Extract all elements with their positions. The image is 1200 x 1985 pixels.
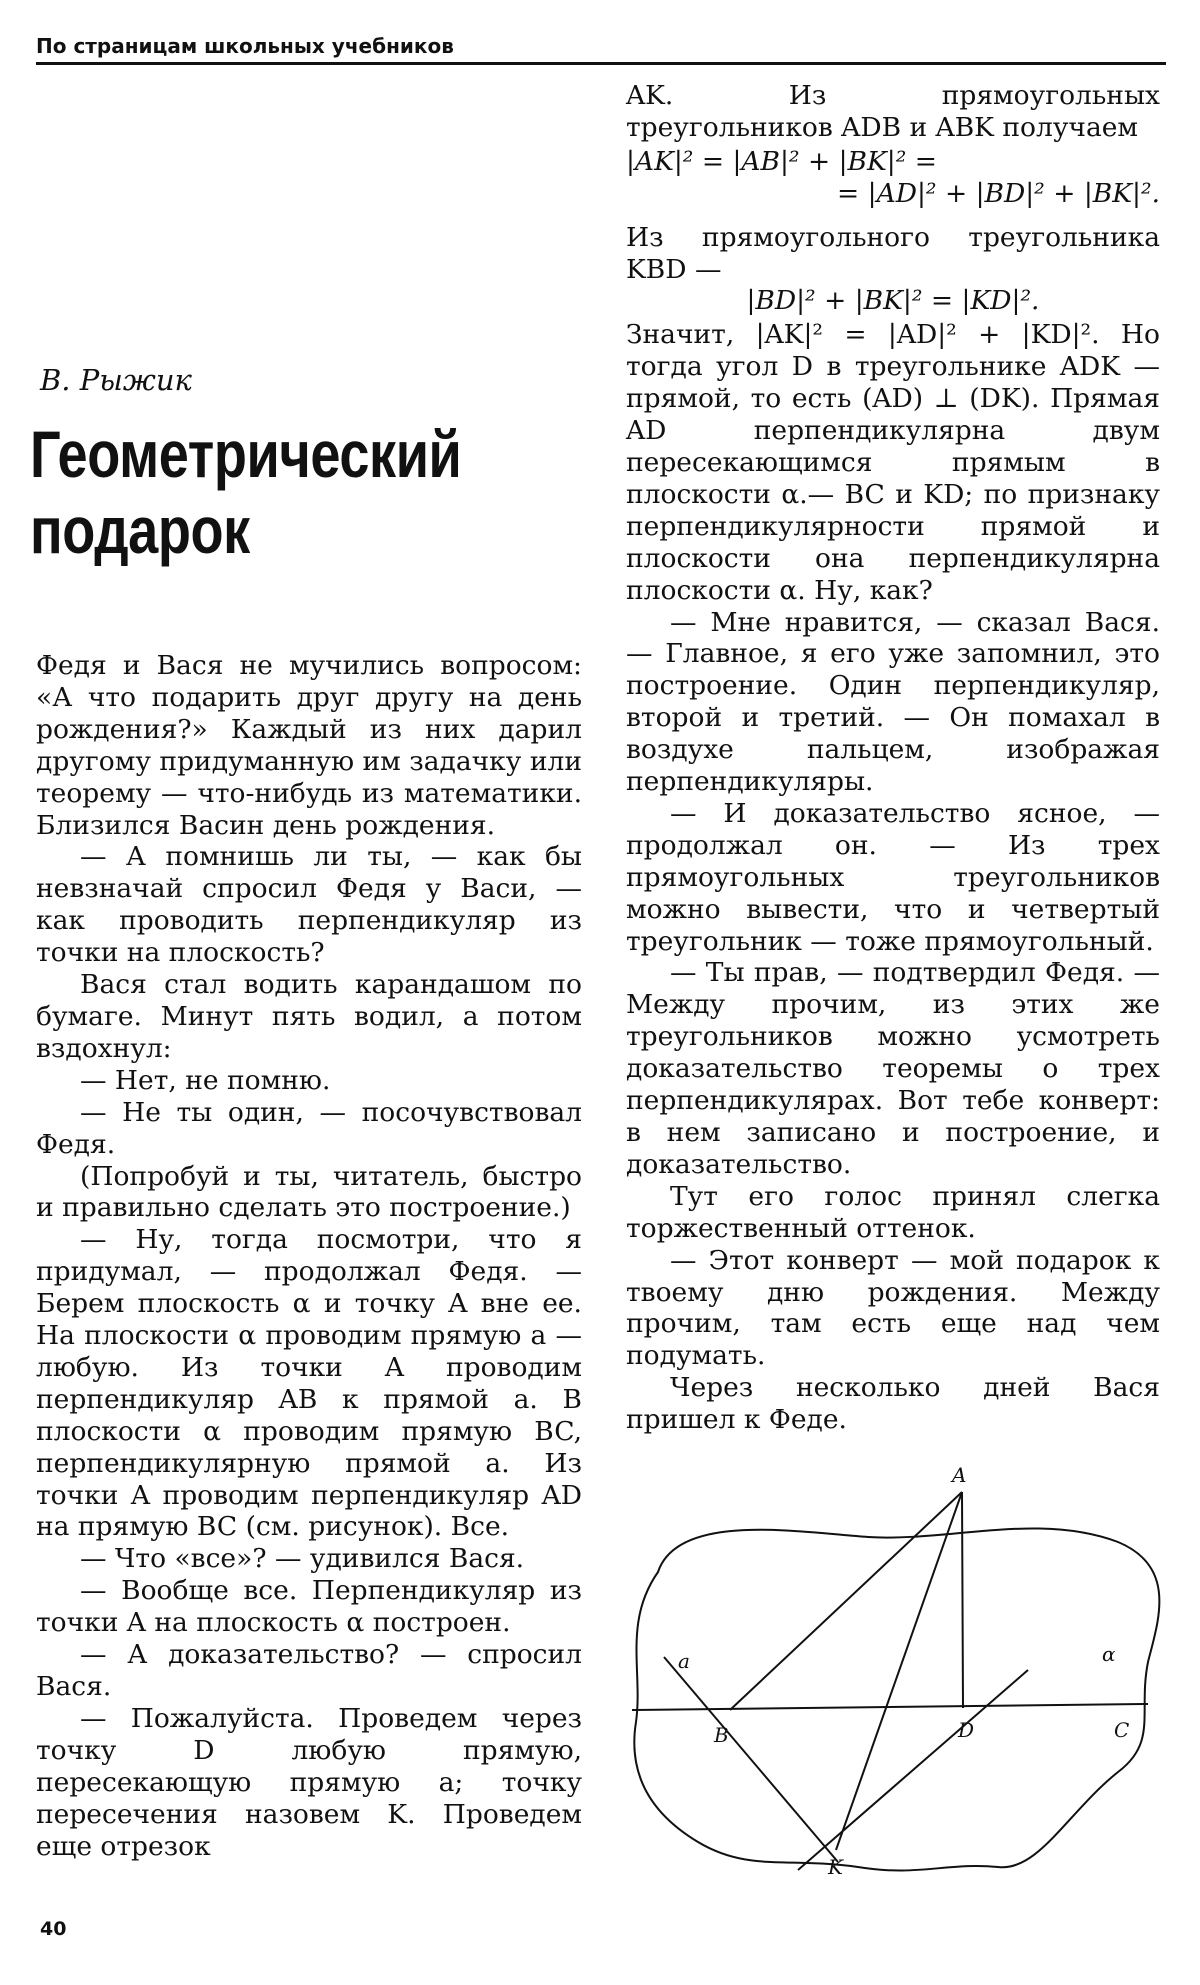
- line-a: [664, 1657, 838, 1862]
- paragraph: Через несколько дней Вася пришел к Феде.: [626, 1372, 1160, 1436]
- equation: |BD|² + |BK|² = |KD|².: [746, 285, 1040, 317]
- title-line-2: подарок: [30, 493, 250, 567]
- article-title: [30, 416, 489, 568]
- label-line-a: a: [678, 1649, 690, 1673]
- paragraph: — Не ты один, — посочувствовал Федя.: [36, 1096, 582, 1160]
- label-plane-alpha: α: [1102, 1642, 1116, 1666]
- left-column: [36, 650, 582, 1862]
- equation: = |AD|² + |BD|² + |BK|².: [837, 177, 1160, 209]
- label-point-d: D: [958, 1718, 975, 1742]
- paragraph: AK. Из прямоугольных треугольников ADB и ABK получаем: [626, 80, 1160, 143]
- paragraph: Из прямоугольного треугольника KBD —: [626, 221, 1160, 285]
- plane-alpha-outline: [634, 1528, 1159, 1870]
- paragraph: — Ну, тогда посмотри, что я придумал, — продолжал Федя. — Берем плоскость α и точку A вне ее. На плоскости α проводим прямую a — любую. Из точки A проводим перпендикуляр AB к прямой a. В плоскости α проводим прямую BC, перпендикулярную прямой a. Из точки A проводим перпендикуляр AD на прямую BC (см. рисунок). Все.: [36, 1224, 582, 1543]
- paragraph: Федя и Вася не мучились вопросом: «А что подарить друг другу на день рождения?» Каждый из них дарил другому придуманную им задачку или теорему — что-нибудь из математики. Близился Васин день рождения.: [36, 650, 582, 841]
- paragraph: Тут его голос принял слегка торжественный оттенок.: [626, 1180, 1160, 1244]
- paragraph: — Пожалуйста. Проведем через точку D любую прямую, пересекающую прямую a; точку пересечения назовем K. Проведем еще отрезок: [36, 1702, 582, 1862]
- segment-ad: [962, 1492, 963, 1708]
- paragraph: — А помнишь ли ты, — как бы невзначай спросил Федя у Васи, — как проводить перпендикуляр из точки на плоскость?: [36, 841, 582, 969]
- paragraph: — Ты прав, — подтвердил Федя. — Между прочим, из этих же треугольников можно усмотреть доказательство теоремы о трех перпендикулярах. Вот тебе конверт: в нем записано и построение, и доказательство.: [626, 957, 1160, 1180]
- paragraph: — Вообще все. Перпендикуляр из точки A на плоскость α построен.: [36, 1575, 582, 1639]
- paragraph: Значит, |AK|² = |AD|² + |KD|². Но тогда угол D в треугольнике ADK — прямой, то есть (AD) ⊥ (DK). Прямая AD перпендикулярна двум пересекающимся прямым в плоскости α.— BC и KD; по признаку перпендикулярности прямой и плоскости она перпендикулярна плоскости α. Ну, как?: [626, 319, 1160, 606]
- line-dk: [798, 1670, 1028, 1870]
- article-author: В. Рыжик: [40, 363, 192, 397]
- paragraph: — И доказательство ясное, — продолжал он. — Из трех прямоугольных треугольников можно вывести, что и четвертый треугольник — тоже прямоугольный.: [626, 797, 1160, 957]
- paragraph: — Нет, не помню.: [80, 1064, 331, 1096]
- equation: |AK|² = |AB|² + |BK|² =: [626, 145, 937, 177]
- segment-ab: [730, 1492, 962, 1710]
- label-point-b: B: [714, 1723, 729, 1747]
- running-header: [36, 34, 1166, 65]
- paragraph: — Этот конверт — мой подарок к твоему дню рождения. Между прочим, там есть еще над чем подумать.: [626, 1244, 1160, 1372]
- segment-ak: [836, 1492, 962, 1850]
- paragraph: Вася стал водить карандашом по бумаге. Минут пять водил, а потом вздохнул:: [36, 969, 582, 1064]
- page-number: 40: [40, 1918, 67, 1940]
- section-title: По страницам школьных учебников: [36, 34, 454, 58]
- label-point-k: K: [828, 1855, 843, 1879]
- geometry-figure: [618, 1452, 1178, 1882]
- label-point-c: C: [1114, 1718, 1130, 1742]
- paragraph: (Попробуй и ты, читатель, быстро и правильно сделать это построение.): [36, 1160, 582, 1224]
- paragraph: — Что «все»? — удивился Вася.: [80, 1543, 525, 1575]
- title-line-1: Геометрический: [30, 417, 462, 491]
- paragraph: — А доказательство? — спросил Вася.: [36, 1639, 582, 1702]
- right-column: [626, 80, 1160, 1436]
- label-point-a: A: [952, 1463, 967, 1487]
- paragraph: — Мне нравится, — сказал Вася. — Главное, я его уже запомнил, это построение. Один перпендикуляр, второй и третий. — Он помахал в воздухе пальцем, изображая перпендикуляры.: [626, 606, 1160, 798]
